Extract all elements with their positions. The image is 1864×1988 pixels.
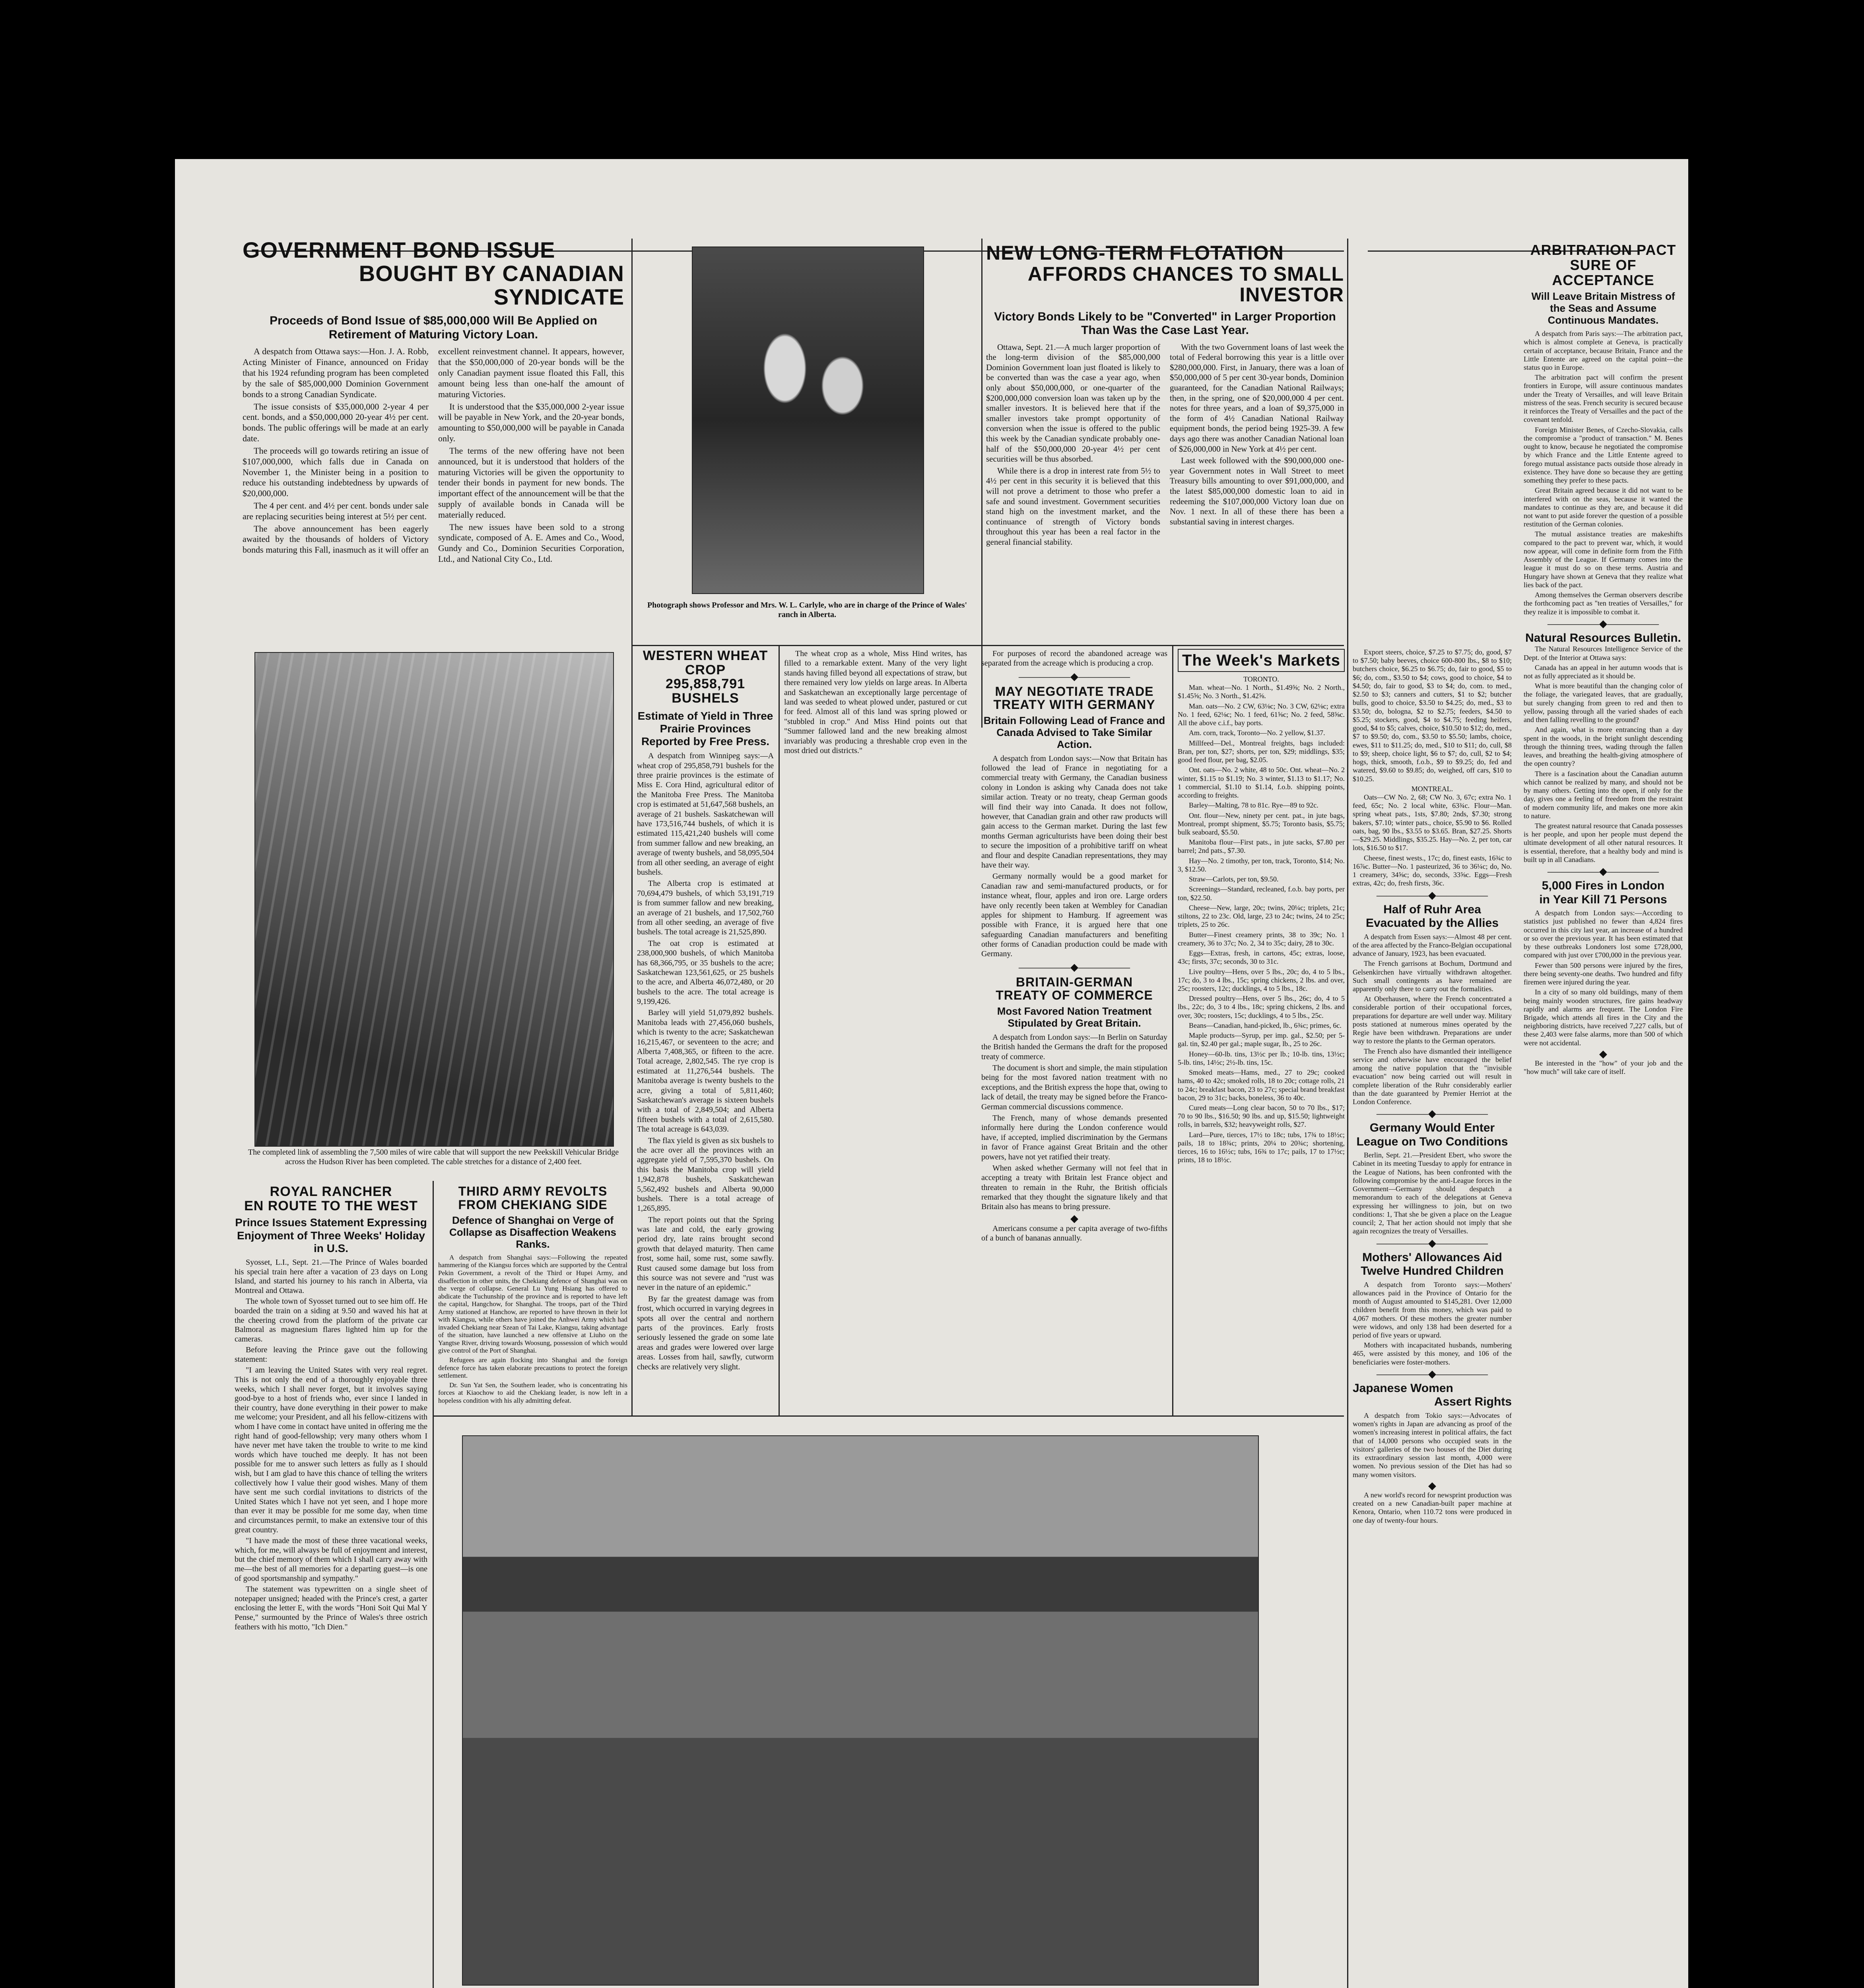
headline: FROM CHEKIANG SIDE [458, 1197, 608, 1212]
carlyle-photo-block [640, 243, 974, 640]
paragraph: For purposes of record the abandoned acreage was separated from the acreage which is producing a crop. [981, 649, 1167, 668]
paragraph: A despatch from Paris says:—The arbitration pact, which is almost complete at Geneva, is practically certain of acceptance, because Britain, France and the Little Entente are agreed on the capital point—the status quo in Europe. [1524, 330, 1683, 371]
article-body [1524, 330, 1683, 616]
paragraph: Manitoba flour—First pats., in jute sacks, $7.80 per barrel; 2nd pats., $7.30. [1178, 838, 1345, 855]
article-body [637, 751, 774, 1372]
paragraph: Before leaving the Prince gave out the following statement: [235, 1345, 427, 1364]
ornament: —————◆————— [1377, 889, 1488, 901]
headline: Japanese Women [1353, 1381, 1453, 1395]
paragraph: The terms of the new offering have not been announced, but it is understood that holders of the maturing Victories will be given the opportunity to tender their bonds in payment for new bonds. The important effect of the announcement will be that the supply of available bonds in Canada will be materially reduced. [438, 445, 624, 520]
headline: 5,000 Fires in London [1542, 879, 1665, 893]
paragraph: When asked whether Germany will not feel that in accepting a treaty with Britain lest France object and threaten to remain in the Ruhr, the British officials remarked that they thought the signature likely and that Britain also has means to bring pressure. [981, 1163, 1167, 1211]
headline: NEW LONG-TERM FLOTATION [986, 243, 1284, 264]
headline: Assert Rights [1434, 1395, 1512, 1409]
paragraph: And again, what is more entrancing than a day spent in the woods, in the bright sunlight descending through the thinning trees, wading through the fallen leaves, and breathing the health-giving atmosphere of the open country? [1524, 726, 1683, 768]
column-rule [631, 239, 633, 1415]
paragraph: The French, many of whose demands presented informally here during the London conference would have, if accepted, implied discrimination by the Germans in favor of France against Great Britain and the other powers, have not yet ratified their treaty. [981, 1113, 1167, 1161]
headline: SURE OF ACCEPTANCE [1552, 256, 1654, 288]
wheat-column-3 [981, 649, 1167, 1245]
ornament: ◆ [1428, 1479, 1436, 1491]
paragraph: A despatch from Tokio says:—Advocates of women's rights in Japan are advancing as proof of the women's increasing interest in political affairs, the fact that of 14,000 persons who occupied seats in the visitors' galleries of the two houses of the Diet during its extraordinary session last month, 4,000 were women. No previous session of the Diet has had so many women visitors. [1353, 1411, 1512, 1479]
article-wheat-continued [784, 649, 1167, 1412]
headline: The Week's Markets [1178, 649, 1345, 672]
headline: Natural Resources Bulletin. [1525, 631, 1681, 645]
article-body [1353, 933, 1512, 1107]
ornament: —————◆————— [1548, 866, 1659, 878]
paragraph: The report points out that the Spring was late and cold, the early growing period dry, late rains brought second growth that delayed maturity. Then came frost, some hail, some rust, some sawfly. Rust caused some damage but loss from this source was not severe and "rust was never in the nature of an epidemic." [637, 1215, 774, 1292]
article-body [1353, 1281, 1512, 1367]
paragraph: Oats—CW No. 2, 68; CW No. 3, 67c; extra No. 1 feed, 65c; No. 2 local white, 63¾c. Flour—Man. spring wheat pats., 1sts, $7.80; 2nds, $7.30; strong bakers, $7.10; winter pats., choice, $5.90 to $6. Rolled oats, bag, 90 lbs., $3.55 to $3.65. Bran, $27.25. Shorts—$29.25. Middlings, $35.25. Hay—No. 2, per ton, car lots, $16.50 to $17. [1353, 793, 1512, 852]
headline: BOUGHT BY CANADIAN SYNDICATE [359, 260, 624, 309]
section-label: MONTREAL. [1411, 784, 1453, 793]
article-body [1353, 1151, 1512, 1235]
article-body [243, 346, 624, 565]
paragraph: There is a fascination about the Canadian autumn which cannot be realized by many, and should not be by many others. Getting into the open, if only for the day, gives one a feeling of freedom from the restraint of modern community life, and makes one more akin to nature. [1524, 769, 1683, 820]
paragraph: Barley—Malting, 78 to 81c. Rye—89 to 92c. [1189, 801, 1318, 810]
headline: in Year Kill 71 Persons [1539, 893, 1667, 906]
paragraph: A despatch from Shanghai says:—Following the repeated hammering of the Kiangsu forces which are supported by the Central Pekin Government, a revolt of the Third or Hupei Army, and disaffection in other units, the Chekiang defence of Shanghai was on the verge of collapse. General Lu Yung Hsiang has offered to abdicate the Tuchunship of the province and is reported to have left the capital, Hangchow, for Shanghai. The troops, part of the Third Army stationed at Hanchow, are reported to have thrown in their lot with Kiangsu, while others have joined the Anhwei Army which had invaded Chekiang near Szean of Tai Lake, Kiangsu, taking advantage of the situation, have launched a new offensive at Liuho on the Yangtse River, driving towards Woosung, possession of which would give control of the Port of Shanghai. [438, 1253, 627, 1355]
article-body [438, 1254, 627, 1404]
deck: Will Leave Britain Mistress of the Seas and Assume Continuous Mandates. [1531, 290, 1675, 326]
section-label: TORONTO. [1243, 675, 1279, 683]
paragraph: Cheese—New, large, 20c; twins, 20¼c; triplets, 21c; stiltons, 22 to 23c. Old, large, 23 to 24c; twins, 24 to 25c; triplets, 25 to 26c. [1178, 903, 1345, 929]
ranch-photo-block [438, 1423, 1345, 1988]
paragraph: Be interested in the "how" of your job and the "how much" will take care of itself. [1524, 1059, 1683, 1076]
ornament: —————◆————— [1019, 961, 1130, 973]
paragraph: Among themselves the German observers describe the forthcoming pact as "ten treaties of Versailles," for they realize it is impossible to combat it. [1524, 591, 1683, 616]
article-body [1353, 1411, 1512, 1525]
column-rule [1347, 239, 1348, 1988]
paragraph: A despatch from London says:—In Berlin on Saturday the British handed the Germans the draft for the proposed treaty of commerce. [981, 1033, 1167, 1061]
carlyle-photo [692, 247, 924, 594]
article-body [981, 754, 1167, 959]
paragraph: The Alberta crop is estimated at 70,694,479 bushels, of which 53,191,719 is from summer fallow and new breaking, an average of 21 bushels, and 17,502,760 from all other seeding, an average of five bushels. The total acreage is 21,525,890. [637, 879, 774, 937]
right-columns [1353, 243, 1683, 1988]
paragraph: Barley will yield 51,079,892 bushels. Manitoba leads with 27,456,060 bushels, which is twenty to the acre; Saskatchewan 16,215,467, or seventeen to the acre; and Alberta 7,408,365, or fifteen to the acre. Total acreage, 2,802,545. The rye crop is estimated at 11,276,544 bushels. The Manitoba average is twenty bushels to the acre, giving a total of 5,811,460; Saskatchewan's average is sixteen bushels with a total of 2,849,504; and Alberta fifteen bushels with a total of 2,615,580. The total acreage is 643,039. [637, 1008, 774, 1134]
article-flotation [986, 243, 1344, 640]
ornament: —————◆————— [1019, 670, 1130, 682]
bridge-photo [254, 652, 614, 1147]
paragraph: Hay—No. 2 timothy, per ton, track, Toronto, $14; No. 3, $12.50. [1178, 856, 1345, 873]
paragraph: A despatch from London says:—According to statistics just published no fewer than 4,824 fires occurred in this city last year, an increase of a hundred or so over the previous year. It has been estimated that by these outbreaks Londoners lost some £728,000, compared with just over £700,000 in the previous year. [1524, 909, 1683, 959]
article-body [981, 649, 1167, 668]
paragraph: The above announcement has been eagerly awaited by the thousands of holders of Victory bonds maturing this Fall, inasmuch as it will offer an excellent reinvestment channel. It appears, however, that the $50,000,000 of 20-year bonds will be the only Canadian payment issue floated this Fall, this amount being less than one-half the amount of maturing Victories. [243, 346, 624, 555]
paragraph: It is understood that the $35,000,000 2-year issue will be payable in New York, and the 20-year bonds, amounting to $50,000,000 will be payable in Canada only. [438, 401, 624, 444]
paragraph: "I am leaving the United States with very real regret. This is not only the end of a thoroughly enjoyable three weeks, which I shall never forget, but it involves saying good-bye to a host of friends who, ever since I landed in their country, have done everything in their power to make me welcome; your President, and all his fellow-citizens with whom I have come in contact have united in offering me the right hand of good-fellowship; very many others whom I have never met have taken the trouble to write to me kind words which have touched me deeply. It has not been possible for me to answer such letters as fully as I should wish, but I am glad to have this chance of telling the writers collectively how I value their good wishes. Many of them have sent me such cordial invitations to districts of the United States which I have not yet seen, and I hope more than ever it may be possible for me some day, when time and circumstances permit, to make an extensive tour of this great country. [235, 1366, 427, 1534]
article-shanghai [438, 1185, 627, 1411]
paragraph: The arbitration pact will confirm the present frontiers in Europe, will assure continuous mandates under the Treaty of Versailles, and will leave Britain mistress of the seas. French security is secured because it reinforces the Treaty of Versailles and the pact of the covenant tenfold. [1524, 373, 1683, 424]
ornament: —————◆————— [1548, 617, 1659, 629]
paragraph: Americans consume a per capita average of two-fifths of a bunch of bananas annually. [981, 1224, 1167, 1243]
paragraph: Ont. oats—No. 2 white, 48 to 50c. Ont. wheat—No. 2 winter, $1.15 to $1.19; No. 3 winter, $1.13 to $1.17; No. 1 commercial, $1.10 to $1.14, f.o.b. shipping points, according to freights. [1178, 766, 1345, 800]
paragraph: Man. oats—No. 2 CW, 63⅛c; No. 3 CW, 62⅛c; extra No. 1 feed, 62⅛c; No. 1 feed, 61⅝c; No. 2 feed, 58⅝c. All the above c.i.f., bay ports. [1178, 702, 1345, 727]
newspaper-page [175, 159, 1688, 1988]
ornament: ◆ [1070, 1212, 1078, 1224]
paragraph: Export steers, choice, $7.25 to $7.75; do, good, $7 to $7.50; baby beeves, choice 600-800 lbs., $8 to $10; butchers choice, $6.25 to $6.75; do, fair to good, $5 to $6; do, com., $3.50 to $4; cows, good to choice, $4 to $4.50; do, fair to good, $3 to $4; do, com. to med., $2.50 to $3; canners and cutters, $1 to $2; butcher bulls, good to choice, $3.50 to $4.25; do, med., $3 to $3.50; do, bologna, $2 to $2.75; feeders, $4.50 to $5.25; stockers, good, $4 to $4.75; feeding heifers, good, $4 to $5; calves, choice, $10.50 to $12; do, med., $7 to $9.50; do, com., $3.50 to $5.50; lambs, choice, ewes, $11 to $11.25; do, med., $10 to $11; do, cull, $8 to $9; sheep, choice light, $6 to $7; do, cull, $2 to $4; hogs, thick, smooth, f.o.b., $9 to $9.25; do, fed and watered, $9.60 to $9.85; do, weighed, off cars, $10 to $10.25. [1353, 648, 1512, 783]
section-rule [433, 1415, 1344, 1417]
bridge-photo-block [243, 648, 624, 1177]
article-bond-issue [243, 239, 624, 640]
paragraph: The greatest natural resource that Canada possesses is her people, and upon her people must depend the ultimate development of all other natural resources. It is essential, therefore, that a healthy body and mind is built up in all Canadians. [1524, 821, 1683, 864]
paragraph: The 4 per cent. and 4½ per cent. bonds under sale are replacing securities being interest at 5½ per cent. [243, 500, 429, 521]
wheat-column-2 [784, 649, 967, 757]
paragraph: With the two Government loans of last week the total of Federal borrowing this year is a little over $280,000,000. First, in January, there was a loan of $50,000,000 of 5 per cent 30-year bonds, Dominion guaranteed, for the Canadian National Railways; then, in the spring, one of $20,000,000 4 per cent. notes for three years, and a loan of $9,375,000 in the form of 4½ Canadian National Railway equipment bonds, the period being 1925-39. A few days ago there was another Canadian National loan of $26,000,000 in New York at 4½ per cent. [1170, 342, 1344, 454]
paragraph: Screenings—Standard, recleaned, f.o.b. bay ports, per ton, $22.50. [1178, 885, 1345, 902]
column-rule [433, 1181, 434, 1988]
headline: MAY NEGOTIATE TRADE [995, 684, 1154, 699]
headline: League on Two Conditions [1356, 1135, 1508, 1148]
paragraph: Live poultry—Hens, over 5 lbs., 20c; do, 4 to 5 lbs., 17c; do, 3 to 4 lbs., 15c; spring chickens, 2 lbs. and over, 25c; roosters, 12c; ducklings, 4 to 5 lbs., 18c. [1178, 967, 1345, 992]
paragraph: Eggs—Extras, fresh, in cartons, 45c; extras, loose, 43c; firsts, 37c; seconds, 30 to 31c. [1178, 949, 1345, 966]
paragraph: Dr. Sun Yat Sen, the Southern leader, who is concentrating his forces at Kiaochow to aid the Chekiang leader, is now left in a hopeless condition with his ally admitting defeat. [438, 1381, 627, 1404]
paragraph: Cured meats—Long clear bacon, 50 to 70 lbs., $17; 70 to 90 lbs., $16.50; 90 lbs. and up, $15.50; lightweight rolls, in barrels, $32; heavyweight rolls, $27. [1178, 1104, 1345, 1129]
paragraph: Dressed poultry—Hens, over 5 lbs., 26c; do, 4 to 5 lbs., 22c; do, 3 to 4 lbs., 18c; spring chickens, 2 lbs. and over, 30c; roosters, 15c; ducklings, 4 to 5 lbs., 25c. [1178, 994, 1345, 1019]
headline: TREATY WITH GERMANY [993, 697, 1155, 712]
paragraph: Millfeed—Del., Montreal freights, bags included: Bran, per ton, $27; shorts, per ton, $29; middlings, $35; good feed flour, per bag, $2.05. [1178, 739, 1345, 764]
headline: ROYAL RANCHER [270, 1185, 392, 1199]
column-rule [1172, 645, 1173, 1416]
paragraph: A despatch from Toronto says:—Mothers' allowances paid in the Province of Ontario for the month of August amounted to $145,281. Over 12,000 children benefit from this money, which was paid to 4,067 mothers. Of these mothers the greater number were widows, and only 138 had been deserted for a period of five years or upward. [1353, 1280, 1512, 1339]
ornament: —————◆————— [1377, 1368, 1488, 1380]
paragraph: Germany normally would be a good market for Canadian raw and semi-manufactured products, or for instance wheat, flour, apples and iron ore. Large orders have only recently been taken at Wembley for Canadian apples for shipment to Hamburg. If agreement was possible with France, it is argued here that one safeguarding Canadian manufacturers and benefiting other forms of Canadian production could be made with Germany. [981, 872, 1167, 959]
paragraph: At Oberhausen, where the French concentrated a considerable portion of their occupational forces, preparations for departure are well under way. Military posts stationed at numerous mines operated by the Regie have been withdrawn. Preparations are under way to restore the plants to the German operators. [1353, 995, 1512, 1045]
paragraph: "I have made the most of these three vacational weeks, which, for me, will always be full of enjoyment and interest, but the chief memory of them which I shall carry away with me—the best of all memories for a departing guest—is one of good sportsmanship and sympathy." [235, 1536, 427, 1583]
paragraph: The whole town of Syosset turned out to see him off. He boarded the train on a siding at 9.50 and waved his hat at the cheering crowd from the platform of the private car Balmoral as magnesium flares lighted him up for the cameras. [235, 1297, 427, 1343]
paragraph: Am. corn, track, Toronto—No. 2 yellow, $1.37. [1189, 729, 1325, 737]
paragraph: The new issues have been sold to a strong syndicate, composed of A. E. Ames and Co., Wood, Gundy and Co., Dominion Securities Corporation, Ltd., and National City Co., Ltd. [438, 522, 624, 564]
paragraph: The statement was typewritten on a single sheet of notepaper unsigned; headed with the Prince's crest, a garter enclosing the letter E, with the words "Honi Soit Qui Mal Y Pense," surmounted by the Prince of Wales's three ostrich feathers with his motto, "Ich Dien." [235, 1585, 427, 1631]
paragraph: Maple products—Syrup, per imp. gal., $2.50; per 5-gal. tin, $2.40 per gal.; maple sugar, lb., 25 to 26c. [1178, 1031, 1345, 1048]
paragraph: Honey—60-lb. tins, 13½c per lb.; 10-lb. tins, 13½c; 5-lb. tins, 14½c; 2½-lb. tins, 15c. [1178, 1050, 1345, 1066]
deck: Victory Bonds Likely to be "Converted" in Larger Proportion Than Was the Case Last Year. [994, 310, 1336, 337]
paragraph: Syosset, L.I., Sept. 21.—The Prince of Wales boarded his special train here after a vacation of 23 days on Long Island, and started his journey to his ranch in Alberta, via Montreal and Ottawa. [235, 1258, 427, 1295]
paragraph: Man. wheat—No. 1 North., $1.49⅝; No. 2 North., $1.45⅝; No. 3 North., $1.42⅝. [1178, 683, 1345, 700]
paragraph: While there is a drop in interest rate from 5½ to 4½ per cent in this security it is believed that this will not prove a detriment to those who prefer a safe and sound investment. Government securities stand high on the investment market, and the continuance of strength of Victory bonds throughout this year has been a real factor in the general financial stability. [986, 466, 1160, 547]
paragraph: Smoked meats—Hams, med., 27 to 29c; cooked hams, 40 to 42c; smoked rolls, 18 to 20c; cottage rolls, 21 to 24c; breakfast bacon, 23 to 27c; special brand breakfast bacon, 29 to 31c; backs, boneless, 36 to 40c. [1178, 1068, 1345, 1102]
headline: ARBITRATION PACT [1530, 243, 1676, 258]
paragraph: Cheese, finest wests., 17c; do, finest easts, 16¾c to 16⅞c. Butter—No. 1 pasteurized, 36 to 36¼c; do, No. 1 creamery, 34⅝c; do, seconds, 33⅝c. Eggs—Fresh extras, 42c; do, fresh firsts, 36c. [1353, 854, 1512, 887]
deck: Estimate of Yield in Three Prairie Provinces Reported by Free Press. [637, 709, 773, 748]
article-markets [1178, 649, 1345, 1412]
paragraph: The issue consists of $35,000,000 2-year 4 per cent. bonds, and a $50,000,000 20-year 4½ per cent. bonds. The public offerings will be made at an early date. [243, 401, 429, 444]
paragraph: Mothers with incapacitated husbands, numbering 465, were assisted by this money, and 106 of the beneficiaries were foster-mothers. [1353, 1341, 1512, 1366]
headline: Twelve Hundred Children [1361, 1264, 1504, 1278]
paragraph: Great Britain agreed because it did not want to be interfered with on the seas, because it wanted the mandates to continue as they are, and because it did not want to put aside forever the question of a possible restitution of the German colonies. [1524, 486, 1683, 528]
article-wheat-crop [637, 649, 774, 1412]
arbitration-column [1524, 243, 1683, 1077]
article-body [1524, 645, 1683, 864]
paragraph: The document is short and simple, the main stipulation being for the most favored nation treatment with no exceptions, and the British express the hope that, owing to lack of detail, the treaty may be signed before the Franco-German commercial discussions commence. [981, 1063, 1167, 1111]
paragraph: What is more beautiful than the changing color of the foliage, the variegated leaves, that are gradually, but surely changing from green to red and then to yellow, passing through all the varied shades of each and then falling revelling to the ground? [1524, 682, 1683, 724]
markets-continued-column [1353, 648, 1512, 1526]
headline: Germany Would Enter [1369, 1121, 1495, 1135]
paragraph: Ont. flour—New, ninety per cent. pat., in jute bags, Montreal, prompt shipment, $5.75; Toronto basis, $5.75; bulk seaboard, $5.50. [1178, 811, 1345, 836]
paragraph: The French garrisons at Bochum, Dortmund and Gelsenkirchen have virtually withdrawn altogether. Such small contingents as have remained are apparently only there to carry out the formalities. [1353, 959, 1512, 993]
paragraph: Refugees are again flocking into Shanghai and the foreign defence force has taken elaborate precautions to protect the foreign settlement. [438, 1356, 627, 1380]
ornament: —————◆————— [1377, 1237, 1488, 1249]
article-body [235, 1258, 427, 1632]
headline: TREATY OF COMMERCE [996, 988, 1153, 1003]
paragraph: Berlin, Sept. 21.—President Ebert, who swore the Cabinet in its meeting Tuesday to apply for entrance in the League of Nations, has been confronted with the following compromise by the anti-League forces in the Government—Germany should despatch a memorandum to each of the delegations at Geneva expressing her willingness to join, but on two conditions: 1, That she be given a place on the League council; 2, That her action should not imply that she again recognizes the treaty of Versailles. [1353, 1151, 1512, 1235]
paragraph: The Natural Resources Intelligence Service of the Dept. of the Interior at Ottawa says: [1524, 645, 1683, 662]
paragraph: A new world's record for newsprint production was created on a new Canadian-built paper machine at Kenora, Ontario, when 110.72 tons were produced in one day of twenty-four hours. [1353, 1491, 1512, 1524]
paragraph: A despatch from Winnipeg says:—A wheat crop of 295,858,791 bushels for the three prairie provinces is the estimate of Miss E. Cora Hind, agricultural editor of the Manitoba Free Press. The Manitoba crop is estimated at 51,647,568 bushels, an average of 21 bushels. Saskatchewan will have 173,516,744 bushels, of which it is estimated 115,421,240 bushels will come from summer fallow and new breaking, an average of twenty bushels, and 58,095,504 from all other seeding, an average of eight bushels. [637, 751, 774, 877]
deck: Most Favored Nation Treatment Stipulated by Great Britain. [997, 1005, 1152, 1029]
paragraph: In a city of so many old buildings, many of them being mainly wooden structures, fire gains headway rapidly and alarms are frequent. The London Fire Brigade, which attends all fires in the City and the neighboring districts, have received 7,227 calls, but of these 2,403 were false alarms, more than 500 of which were not accidental. [1524, 988, 1683, 1047]
headline: GOVERNMENT BOND ISSUE [243, 239, 555, 262]
article-body [1178, 675, 1345, 1165]
paragraph: The oat crop is estimated at 238,000,900 bushels, of which Manitoba has 68,366,795, or 35 bushels to the acre; Saskatchewan 123,561,625, or 25 bushels to the acre, and Alberta 46,072,480, or 20 bushels to the acre. The total acreage is 9,199,426. [637, 939, 774, 1006]
paragraph: A despatch from Ottawa says:—Hon. J. A. Robb, Acting Minister of Finance, announced on Friday that his 1924 refunding program has been completed by the sale of $85,000,000 Dominion Government bonds to a strong Canadian Syndicate. [243, 346, 429, 399]
article-body [981, 1033, 1167, 1243]
headline: AFFORDS CHANCES TO SMALL INVESTOR [1027, 262, 1344, 306]
article-body [784, 649, 967, 755]
deck: Britain Following Lead of France and Canada Advised to Take Similar Action. [983, 714, 1165, 750]
paragraph: Fewer than 500 persons were injured by the fires, there being seventy-one deaths. Two hundred and fifty firemen were injured during the year. [1524, 961, 1683, 986]
paragraph: Canada has an appeal in her autumn woods that is not as fully appreciated as it should be. [1524, 663, 1683, 680]
paragraph: Lard—Pure, tierces, 17½ to 18c; tubs, 17¾ to 18½c; pails, 18 to 18¾c; prints, 20¼ to 20¾c; shortening, tierces, 16 to 16½c; tubs, 16¾ to 17c; pails, 17 to 17½c; prints, 18 to 18½c. [1178, 1130, 1345, 1164]
paragraph: Foreign Minister Benes, of Czecho-Slovakia, calls the compromise a "product of transaction." M. Benes ought to know, because he negotiated the compromise by which France and the Little Entente agreed to forego mutual assistance pacts outside those already in existence. They have done so because they are getting something they prefer to these pacts. [1524, 425, 1683, 485]
headline: Evacuated by the Allies [1365, 916, 1499, 930]
paragraph: A despatch from Essen says:—Almost 48 per cent. of the area affected by the Franco-Belgian occupational advance of January, 1923, has been evacuated. [1353, 932, 1512, 958]
headline: Mothers' Allowances Aid [1362, 1250, 1502, 1264]
paragraph: Last week followed with the $90,000,000 one-year Government notes in Wall Street to meet Treasury bills amounting to over $91,000,000, and the latest $85,000,000 domestic loan to aid in redeeming the $107,000,000 Victory loan due on Nov. 1 next. In all of these there has been a substantial saving in interest charges. [1170, 456, 1344, 526]
headline: 295,858,791 BUSHELS [665, 676, 746, 706]
article-body [1524, 909, 1683, 1076]
ornament: ◆ [1599, 1048, 1607, 1060]
ranch-photo [462, 1435, 1259, 1986]
photo-caption: Photograph shows Professor and Mrs. W. L. Carlyle, who are in charge of the Prince of Wales' ranch in Alberta. [647, 601, 967, 619]
deck: Proceeds of Bond Issue of $85,000,000 Will Be Applied on Retirement of Maturing Victory Loan. [270, 314, 597, 341]
paragraph: The flax yield is given as six bushels to the acre over all the provinces with an aggregate yield of 7,595,370 bushels. On this basis the Manitoba crop will yield 1,942,878 bushels, Saskatchewan 5,562,492 bushels and Alberta 90,000 bushels. There is a total acreage of 1,265,895. [637, 1136, 774, 1213]
paragraph: By far the greatest damage was from frost, which occurred in varying degrees in spots all over the central and northern parts of the provinces. Early frosts seriously lessened the grade on some late areas and grades were lowered over large areas. Losses from hail, sawfly, cutworm checks are relatively very slight. [637, 1294, 774, 1371]
paragraph: A despatch from London says:—Now that Britain has followed the lead of France in negotiating for a commercial treaty with Germany, the Canadian business colony in London is asking why Canada does not take similar action. Treaty or no treaty, cheap German goods will find their way into Canada. It does not follow, however, that Canadian grain and other raw products will gain access to the German market. During the last few months German agriculturists have been doing their best to secure the imposition of a prohibitive tariff on wheat and flour and despite Canadian representations, they may have their way. [981, 754, 1167, 870]
deck: Defence of Shanghai on Verge of Collapse as Disaffection Weakens Ranks. [449, 1214, 616, 1250]
headline: THIRD ARMY REVOLTS [458, 1185, 608, 1198]
section-rule [632, 645, 1344, 646]
headline: EN ROUTE TO THE WEST [244, 1198, 418, 1213]
paragraph: Butter—Finest creamery prints, 38 to 39c; No. 1 creamery, 36 to 37c; No. 2, 34 to 35c; dairy, 28 to 30c. [1178, 930, 1345, 947]
paragraph: Beans—Canadian, hand-picked, lb., 6¾c; primes, 6c. [1189, 1021, 1342, 1029]
paragraph: The mutual assistance treaties are makeshifts compared to the pact to prevent war, which, it would now appear, will come in definite form from the Fifth Assembly of the League. If Germany comes into the league it must do so on these terms. Austria and Hungary have shown at Geneva that they realize what lies back of the pact. [1524, 530, 1683, 589]
article-body [1353, 648, 1512, 888]
paragraph: The proceeds will go towards retiring an issue of $107,000,000, which falls due in Canada on November 1, the Minister being in a position to reduce his outstanding indebtedness by upwards of $20,000,000. [243, 445, 429, 499]
ornament: —————◆————— [1377, 1108, 1488, 1120]
paragraph: The French also have dismantled their intelligence service and otherwise have encouraged the belief among the native population that the "invisible evacuation" now being carried out will result in complete liberation of the Ruhr considerably earlier than the date guaranteed by Premier Herriot at the London Conference. [1353, 1047, 1512, 1106]
paragraph: The wheat crop as a whole, Miss Hind writes, has filled to a remarkable extent. Many of the very light stands having filled beyond all expectations of straw, but there remained very low yields on large areas. In Alberta and Saskatchewan an exceptionally large percentage of land was seeded to wheat plowed under, pastured or cut for feed. Almost all of this land was spring plowed or "stubbled in crop." And Miss Hind points out that "Summer fallowed land and the new breaking almost invariably was producing a threshable crop even in the most dried out districts." [784, 649, 967, 755]
article-body [986, 342, 1344, 547]
deck: Prince Issues Statement Expressing Enjoyment of Three Weeks' Holiday in U.S. [235, 1216, 427, 1254]
photo-caption: The completed link of assembling the 7,500 miles of wire cable that will support the new Peekskill Vehicular Bridge across the Hudson River has been completed. The cable stretches for a distance of 2,400 feet. [248, 1148, 619, 1166]
headline: WESTERN WHEAT CROP [643, 649, 768, 678]
article-royal-rancher [235, 1185, 427, 1988]
headline: Half of Ruhr Area [1383, 903, 1481, 916]
paragraph: Straw—Carlots, per ton, $9.50. [1189, 875, 1279, 883]
column-rule [779, 645, 780, 1415]
headline: BRITAIN-GERMAN [1015, 975, 1133, 989]
paragraph: Ottawa, Sept. 21.—A much larger proportion of the long-term division of the $85,000,000 Dominion Government loan just floated is likely to be converted than was the case a year ago, when only about $50,000,000, or one-quarter of the $200,000,000 conversion loan was taken up by the smaller investors. It is believed here that if the smaller investors take prompt opportunity of conversion when the issue is offered to the public this week by the Canadian syndicate probably one-half of the $50,000,000 20-year 4½ per cent securities will be thus absorbed. [986, 342, 1160, 464]
